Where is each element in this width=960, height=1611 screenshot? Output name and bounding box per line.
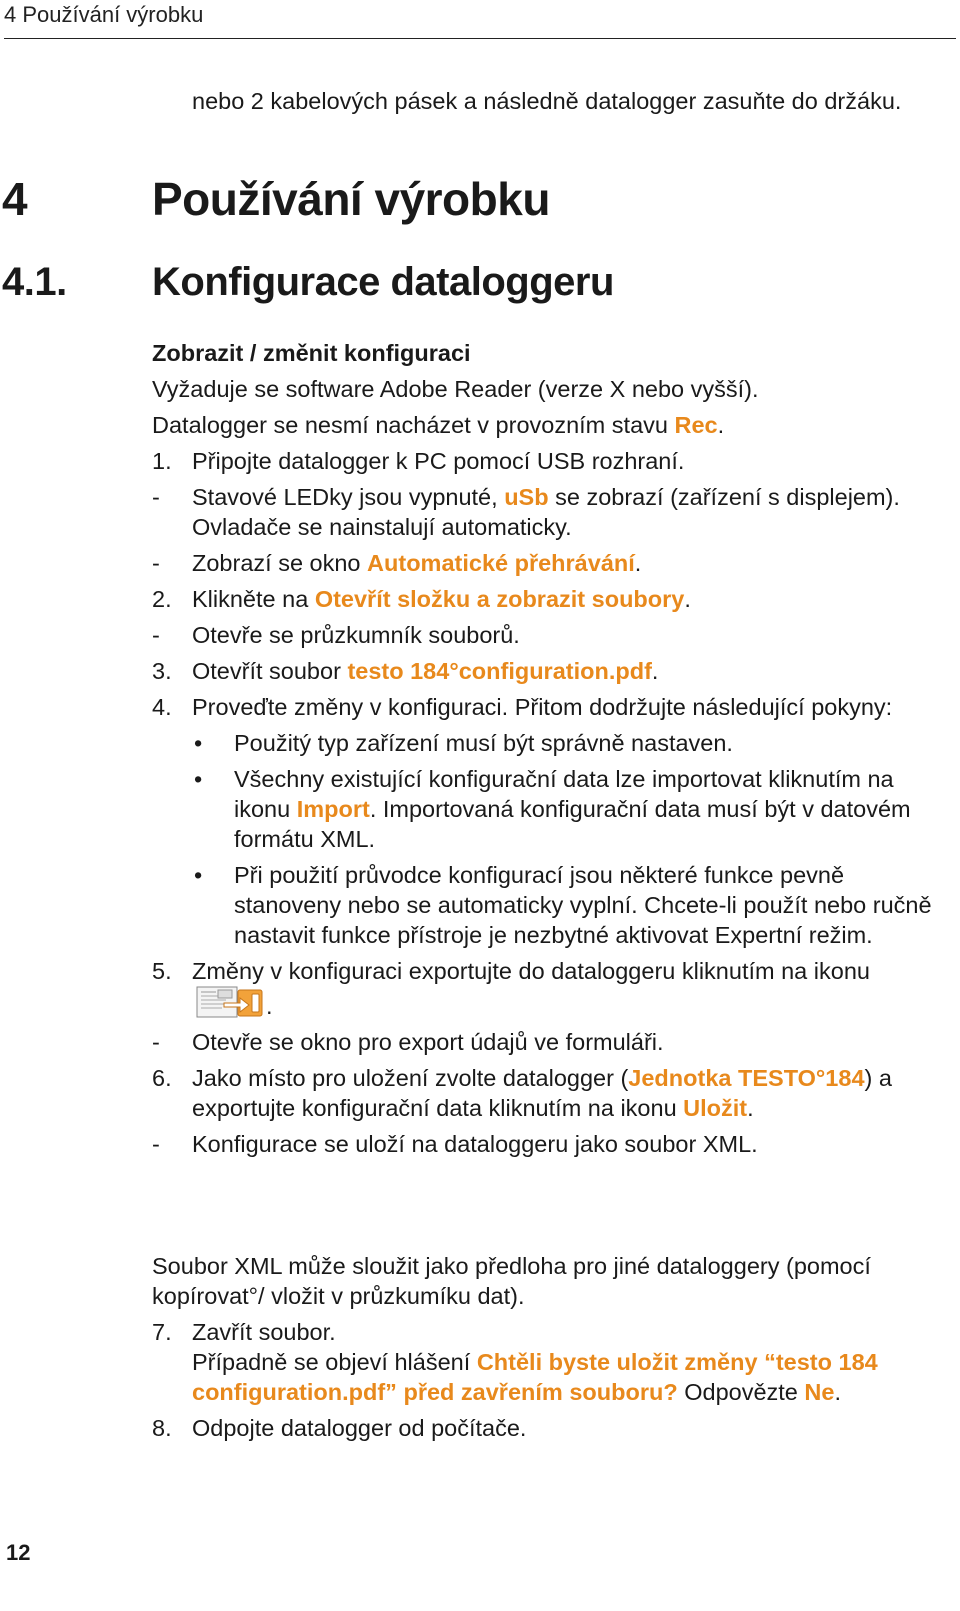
step-6: 6. Jako místo pro uložení zvolte datalogger (Jednotka TESTO°184) a exportujte konfigurační data kliknutím na ikonu Uložit. [152,1065,892,1121]
section-title: Používání výrobku [152,173,550,225]
step-2: 2. Klikněte na Otevřít složku a zobrazit soubory. [152,586,691,612]
header-rule [4,38,956,39]
result-3: - Otevře se průzkumník souborů. [152,622,520,648]
procedure-block-b [152,1251,942,1443]
section-number: 4 [2,173,28,225]
step-1: 1. Připojte datalogger k PC pomocí USB rozhraní. [152,448,685,474]
bullet-2: • Všechny existující konfigurační data lze importovat kliknutím na ikonu Import. Importovaná konfigurační data musí být v datovém formátu XML. [194,766,911,852]
step-4: 4. Proveďte změny v konfiguraci. Přitom dodržujte následující pokyny: [152,694,893,720]
highlight-rec: Rec [674,412,718,438]
highlight-save: Uložit [683,1095,748,1121]
result-2: - Zobrazí se okno Automatické přehrávání. [152,550,642,576]
subsection-number: 4.1. [2,260,67,304]
step-5: 5. Změny v konfiguraci exportujte do dataloggeru kliknutím na ikonu . [152,958,870,1019]
requirement-adobe: Vyžaduje se software Adobe Reader (verze X nebo vyšší). [152,376,759,402]
bullet-1: • Použitý typ zařízení musí být správně nastaven. [194,730,733,756]
subheading: Zobrazit / změnit konfiguraci [152,340,471,366]
bullet-3: • Při použití průvodce konfigurací jsou některé funkce pevně stanoveny nebo se automaticky vyplní. Chcete-li použít nebo ručně nastavit funkce přístroje je nezbytné aktivovat Expertní režim. [194,862,932,948]
highlight-no: Ne [804,1379,835,1405]
highlight-usb: uSb [504,484,549,510]
highlight-open-folder: Otevřít složku a zobrazit soubory [314,586,685,612]
export-to-device-icon [196,986,266,1020]
step-7: 7. Zavřít soubor. Případně se objeví hlášení Chtěli byste uložit změny “testo 184 configuration.pdf” před zavřením souboru? Odpovězte Ne. [152,1319,878,1405]
highlight-device-unit: Jednotka TESTO°184 [628,1065,865,1091]
result-5: - Konfigurace se uloží na dataloggeru jako soubor XML. [152,1131,758,1157]
running-header: 4 Používání výrobku [4,2,204,27]
subsection-title: Konfigurace dataloggeru [152,260,614,304]
highlight-autoplay: Automatické přehrávání [367,550,635,576]
page-number: 12 [6,1540,31,1565]
highlight-save-prompt: Chtěli byste uložit změny “testo 184 configuration.pdf” před zavřením souboru? [192,1349,878,1405]
step-8: 8. Odpojte datalogger od počítače. [152,1415,527,1441]
requirement-rec: Datalogger se nesmí nacházet v provozním stavu Rec. [152,412,725,438]
note-paragraph: Soubor XML může sloužit jako předloha pro jiné dataloggery (pomocí kopírovat°/ vložit v průzkumíku dat). [152,1253,871,1309]
procedure-block-a [152,338,942,1159]
step-3: 3. Otevřít soubor testo 184°configuration.pdf. [152,658,659,684]
result-1: - Stavové LEDky jsou vypnuté, uSb se zobrazí (zařízení s displejem). Ovladače se nainstalují automaticky. [152,484,900,540]
intro-paragraph: nebo 2 kabelových pásek a následně datalogger zasuňte do držáku. [192,88,902,114]
highlight-filename: testo 184°configuration.pdf [347,658,652,684]
highlight-import: Import [296,796,370,822]
result-4: - Otevře se okno pro export údajů ve formuláři. [152,1029,664,1055]
